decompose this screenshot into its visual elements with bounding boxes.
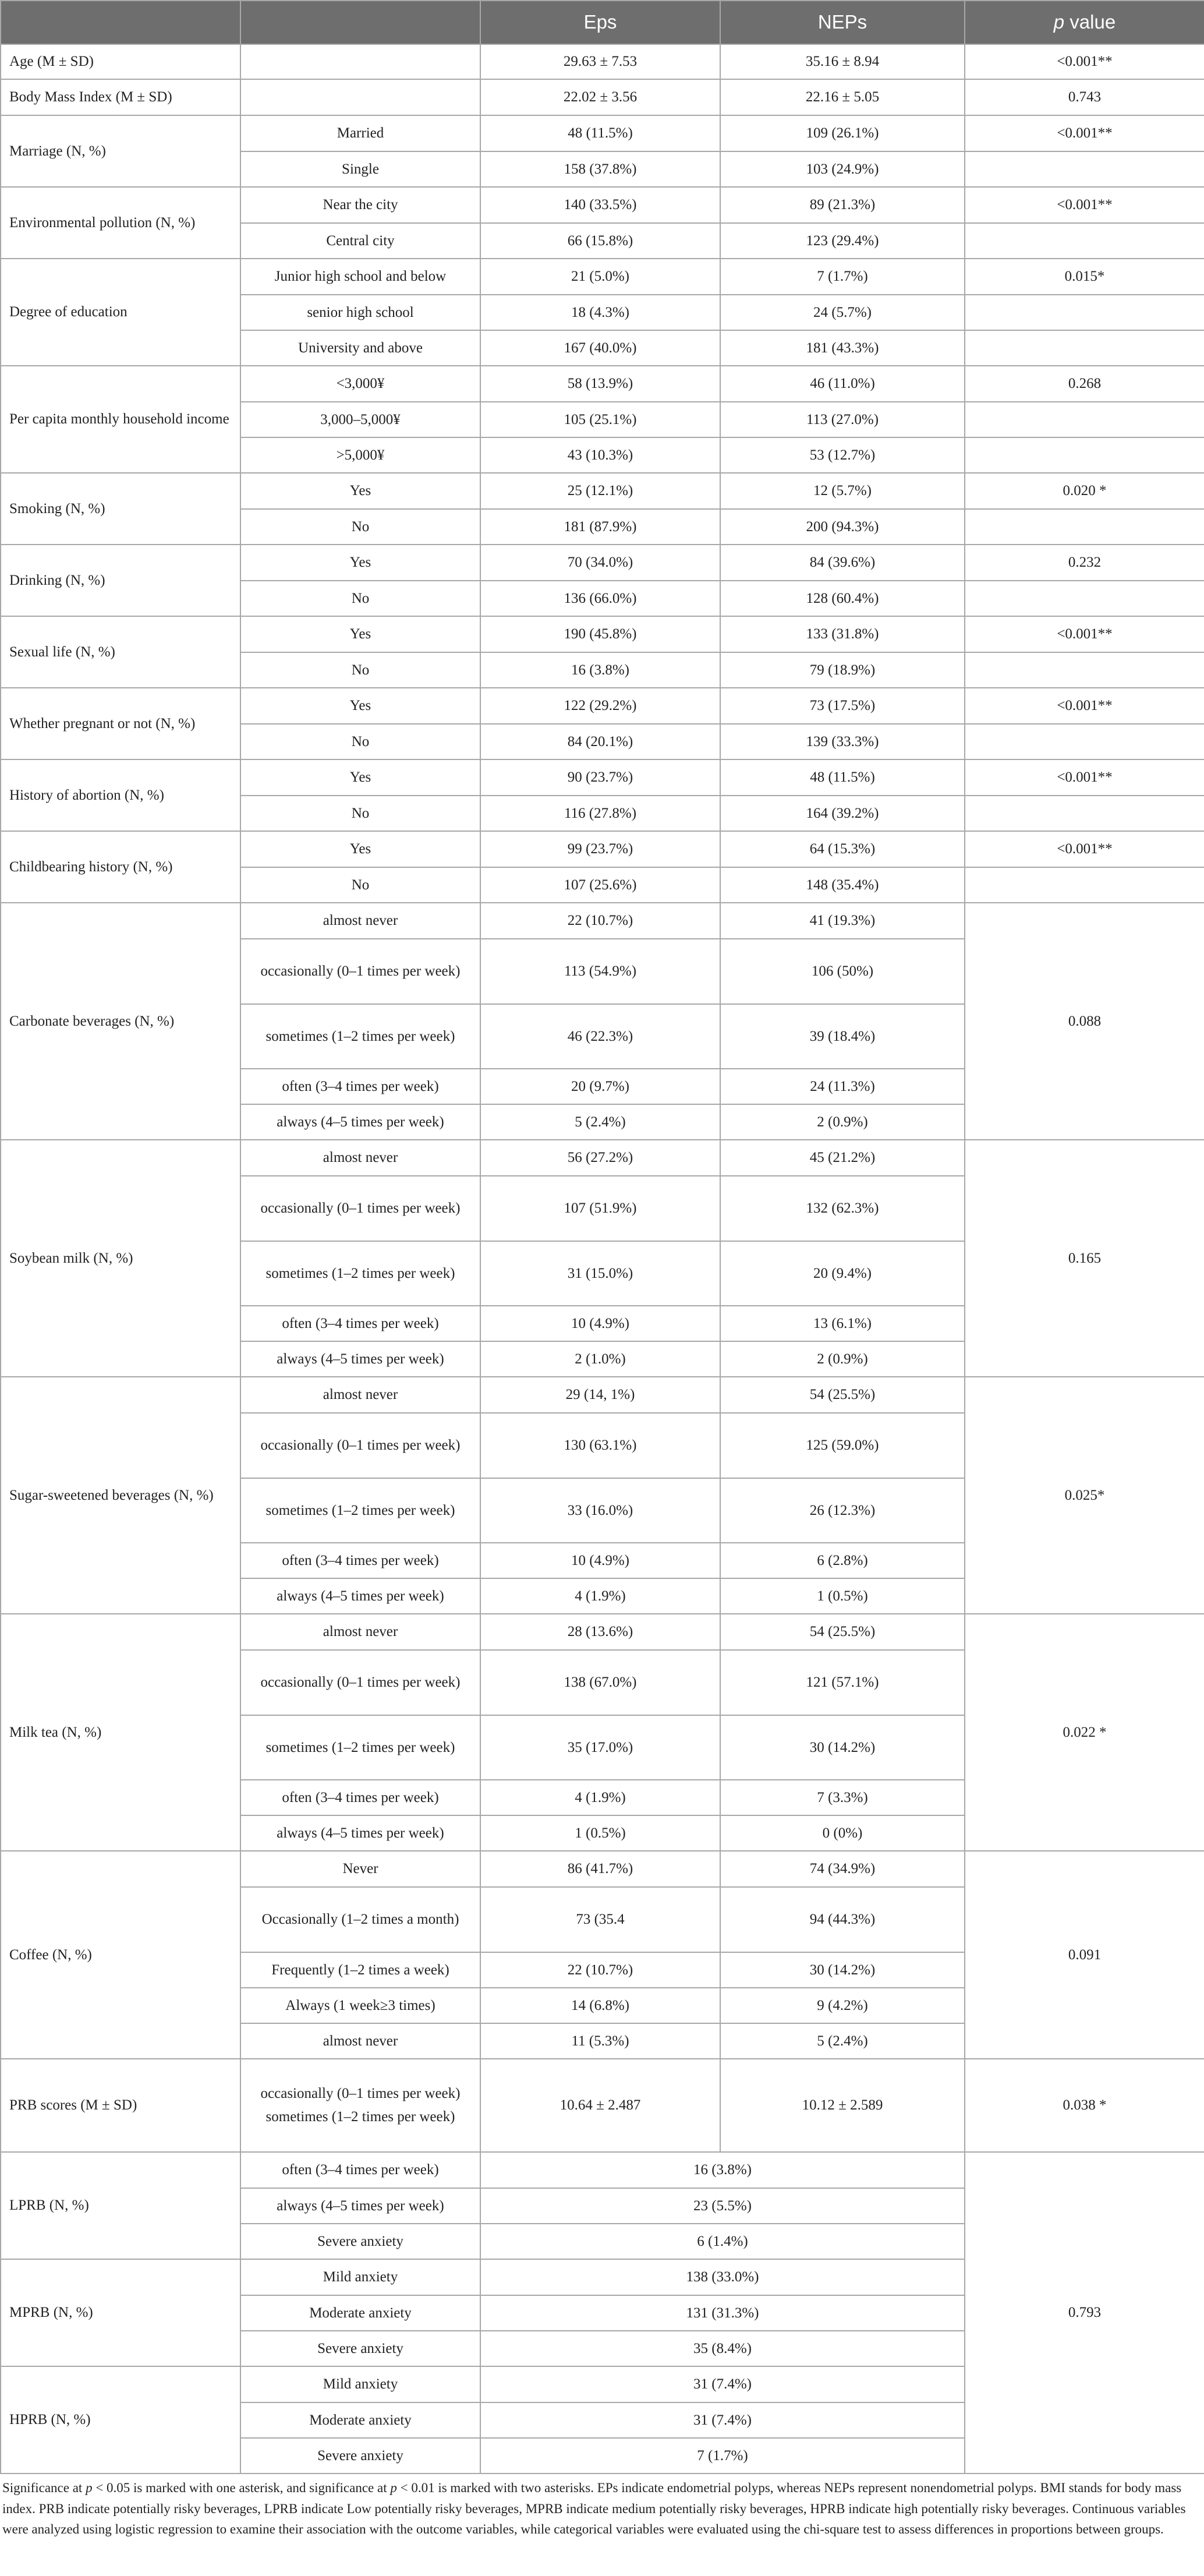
neps-value: 6 (2.8%) [720, 1543, 965, 1578]
category-cell: Occasionally (1–2 times a month) [240, 1887, 480, 1952]
neps-value: 41 (19.3%) [720, 903, 965, 939]
eps-value: 116 (27.8%) [480, 796, 720, 831]
table-row [1, 545, 1204, 581]
p-value: <0.001** [965, 115, 1204, 151]
table-row [1, 1377, 1204, 1413]
table-row [1, 759, 1204, 796]
neps-value: 106 (50%) [720, 939, 965, 1004]
p-value: 0.793 [965, 2152, 1204, 2473]
category-cell: Mild anxiety [240, 2366, 480, 2402]
category-cell: almost never [240, 1377, 480, 1413]
p-value: 0.020 * [965, 473, 1204, 509]
eps-value: 21 (5.0%) [480, 259, 720, 295]
table-footnote: Significance at p < 0.05 is marked with one asterisk, and significance at p < 0.01 is marked with two asterisks. EPs indicate endometrial polyps, whereas NEPs represent nonendometrial polyps. BMI stands for body mass index. PRB indicate potentially risky beverages, LPRB indicate Low potentially risky beverages, MPRB indicate medium potentially risky beverages, HPRB indicate high potentially risky beverages. Continuous variables were analyzed using logistic regression to examine their association with the outcome variables, while categorical variables were evaluated using the chi-square test to assess differences in proportions between groups. [2, 2480, 1186, 2537]
category-cell: <3,000¥ [240, 366, 480, 402]
category-cell: >5,000¥ [240, 437, 480, 473]
category-cell: sometimes (1–2 times per week) [240, 1004, 480, 1069]
category-cell: always (4–5 times per week) [240, 1578, 480, 1614]
table-row [1, 2152, 1204, 2188]
eps-value: 99 (23.7%) [480, 831, 720, 867]
eps-value: 122 (29.2%) [480, 688, 720, 724]
eps-value: 66 (15.8%) [480, 223, 720, 259]
variable-label: HPRB (N, %) [1, 2366, 240, 2473]
p-value: 0.025* [965, 1377, 1204, 1614]
category-cell: Married [240, 115, 480, 151]
eps-value: 167 (40.0%) [480, 330, 720, 366]
eps-value: 107 (25.6%) [480, 867, 720, 903]
p-value: <0.001** [965, 616, 1204, 652]
variable-label: MPRB (N, %) [1, 2259, 240, 2366]
category-cell: occasionally (0–1 times per week) [240, 1650, 480, 1715]
variable-label: Marriage (N, %) [1, 115, 240, 187]
combined-value: 35 (8.4%) [480, 2331, 965, 2366]
p-value [965, 724, 1204, 759]
category-cell: often (3–4 times per week) [240, 1069, 480, 1104]
combined-value: 131 (31.3%) [480, 2295, 965, 2331]
p-value: 0.038 * [965, 2059, 1204, 2152]
category-cell: 3,000–5,000¥ [240, 402, 480, 437]
header-category [240, 1, 480, 44]
p-value [965, 402, 1204, 437]
neps-value: 22.16 ± 5.05 [720, 79, 965, 115]
eps-value: 1 (0.5%) [480, 1815, 720, 1851]
eps-value: 2 (1.0%) [480, 1341, 720, 1377]
p-value: 0.015* [965, 259, 1204, 295]
table-row [1, 1140, 1204, 1176]
category-cell: occasionally (0–1 times per week) [240, 1176, 480, 1241]
variable-label: Milk tea (N, %) [1, 1614, 240, 1851]
table-row [1, 79, 1204, 115]
category-cell: Central city [240, 223, 480, 259]
p-value [965, 295, 1204, 330]
neps-value: 24 (5.7%) [720, 295, 965, 330]
neps-value: 181 (43.3%) [720, 330, 965, 366]
p-value: <0.001** [965, 831, 1204, 867]
category-cell: occasionally (0–1 times per week) sometimes (1–2 times per week) [240, 2059, 480, 2152]
variable-label: Age (M ± SD) [1, 44, 240, 79]
eps-value: 4 (1.9%) [480, 1578, 720, 1614]
p-value: <0.001** [965, 187, 1204, 223]
eps-value: 107 (51.9%) [480, 1176, 720, 1241]
category-cell: often (3–4 times per week) [240, 2152, 480, 2188]
category-cell: Yes [240, 831, 480, 867]
neps-value: 10.12 ± 2.589 [720, 2059, 965, 2152]
neps-value: 53 (12.7%) [720, 437, 965, 473]
category-cell: senior high school [240, 295, 480, 330]
eps-value: 28 (13.6%) [480, 1614, 720, 1650]
table-row [1, 44, 1204, 79]
category-cell: almost never [240, 2023, 480, 2059]
neps-value: 5 (2.4%) [720, 2023, 965, 2059]
table-row [1, 187, 1204, 223]
neps-value: 54 (25.5%) [720, 1377, 965, 1413]
neps-value: 200 (94.3%) [720, 509, 965, 545]
neps-value: 64 (15.3%) [720, 831, 965, 867]
combined-value: 31 (7.4%) [480, 2402, 965, 2438]
eps-value: 11 (5.3%) [480, 2023, 720, 2059]
neps-value: 109 (26.1%) [720, 115, 965, 151]
category-cell: Yes [240, 616, 480, 652]
variable-label: Degree of education [1, 259, 240, 366]
combined-value: 16 (3.8%) [480, 2152, 965, 2188]
neps-value: 164 (39.2%) [720, 796, 965, 831]
neps-value: 1 (0.5%) [720, 1578, 965, 1614]
category-cell: No [240, 652, 480, 688]
eps-value: 31 (15.0%) [480, 1241, 720, 1306]
eps-value: 10 (4.9%) [480, 1306, 720, 1341]
eps-value: 46 (22.3%) [480, 1004, 720, 1069]
eps-value: 90 (23.7%) [480, 759, 720, 796]
eps-value: 140 (33.5%) [480, 187, 720, 223]
category-cell: Near the city [240, 187, 480, 223]
neps-value: 94 (44.3%) [720, 1887, 965, 1952]
neps-value: 132 (62.3%) [720, 1176, 965, 1241]
category-cell: No [240, 724, 480, 759]
p-value [965, 151, 1204, 187]
eps-value: 73 (35.4 [480, 1887, 720, 1952]
eps-value: 190 (45.8%) [480, 616, 720, 652]
neps-value: 46 (11.0%) [720, 366, 965, 402]
neps-value: 139 (33.3%) [720, 724, 965, 759]
eps-value: 29 (14, 1%) [480, 1377, 720, 1413]
eps-value: 136 (66.0%) [480, 581, 720, 616]
variable-label: Sexual life (N, %) [1, 616, 240, 688]
variable-label: Per capita monthly household income [1, 366, 240, 473]
table-row [1, 616, 1204, 652]
neps-value: 54 (25.5%) [720, 1614, 965, 1650]
category-cell: occasionally (0–1 times per week) [240, 939, 480, 1004]
neps-value: 121 (57.1%) [720, 1650, 965, 1715]
category-cell: often (3–4 times per week) [240, 1780, 480, 1815]
table-row [1, 903, 1204, 939]
neps-value: 73 (17.5%) [720, 688, 965, 724]
category-cell: Yes [240, 759, 480, 796]
category-cell: sometimes (1–2 times per week) [240, 1241, 480, 1306]
neps-value: 2 (0.9%) [720, 1341, 965, 1377]
p-value: 0.268 [965, 366, 1204, 402]
category-cell [240, 44, 480, 79]
category-cell: Yes [240, 688, 480, 724]
category-cell: almost never [240, 1140, 480, 1176]
p-value: 0.232 [965, 545, 1204, 581]
eps-value: 105 (25.1%) [480, 402, 720, 437]
p-value: 0.091 [965, 1851, 1204, 2059]
table-row [1, 366, 1204, 402]
header-variable [1, 1, 240, 44]
table-row [1, 2059, 1204, 2152]
category-cell: Never [240, 1851, 480, 1887]
category-cell: University and above [240, 330, 480, 366]
eps-value: 25 (12.1%) [480, 473, 720, 509]
category-cell: occasionally (0–1 times per week) [240, 1413, 480, 1478]
category-cell: almost never [240, 1614, 480, 1650]
neps-value: 79 (18.9%) [720, 652, 965, 688]
combined-value: 7 (1.7%) [480, 2438, 965, 2473]
neps-value: 133 (31.8%) [720, 616, 965, 652]
neps-value: 123 (29.4%) [720, 223, 965, 259]
eps-value: 20 (9.7%) [480, 1069, 720, 1104]
p-value [965, 509, 1204, 545]
eps-value: 58 (13.9%) [480, 366, 720, 402]
category-cell: Single [240, 151, 480, 187]
category-cell: No [240, 796, 480, 831]
p-value: 0.088 [965, 903, 1204, 1140]
neps-value: 7 (3.3%) [720, 1780, 965, 1815]
eps-value: 86 (41.7%) [480, 1851, 720, 1887]
p-value: 0.743 [965, 79, 1204, 115]
variable-label: Drinking (N, %) [1, 545, 240, 616]
category-cell: sometimes (1–2 times per week) [240, 1478, 480, 1543]
category-cell: Mild anxiety [240, 2259, 480, 2295]
neps-value: 12 (5.7%) [720, 473, 965, 509]
variable-label: History of abortion (N, %) [1, 759, 240, 831]
variable-label: Whether pregnant or not (N, %) [1, 688, 240, 759]
p-value: <0.001** [965, 44, 1204, 79]
variable-label: Coffee (N, %) [1, 1851, 240, 2059]
neps-value: 9 (4.2%) [720, 1988, 965, 2023]
neps-value: 89 (21.3%) [720, 187, 965, 223]
neps-value: 30 (14.2%) [720, 1715, 965, 1780]
neps-value: 45 (21.2%) [720, 1140, 965, 1176]
neps-value: 128 (60.4%) [720, 581, 965, 616]
eps-value: 29.63 ± 7.53 [480, 44, 720, 79]
category-cell: almost never [240, 903, 480, 939]
category-cell: Moderate anxiety [240, 2295, 480, 2331]
variable-label: Environmental pollution (N, %) [1, 187, 240, 259]
variable-label: Smoking (N, %) [1, 473, 240, 545]
variable-label: Sugar-sweetened beverages (N, %) [1, 1377, 240, 1614]
category-cell: No [240, 581, 480, 616]
category-cell: Severe anxiety [240, 2331, 480, 2366]
eps-value: 181 (87.9%) [480, 509, 720, 545]
neps-value: 148 (35.4%) [720, 867, 965, 903]
variable-label: Soybean milk (N, %) [1, 1140, 240, 1377]
p-value: <0.001** [965, 759, 1204, 796]
neps-value: 48 (11.5%) [720, 759, 965, 796]
table-row [1, 259, 1204, 295]
category-cell: Moderate anxiety [240, 2402, 480, 2438]
category-cell: often (3–4 times per week) [240, 1306, 480, 1341]
combined-value: 6 (1.4%) [480, 2224, 965, 2259]
category-cell: always (4–5 times per week) [240, 1104, 480, 1140]
category-cell: always (4–5 times per week) [240, 2188, 480, 2224]
p-value [965, 330, 1204, 366]
category-cell: Junior high school and below [240, 259, 480, 295]
eps-value: 5 (2.4%) [480, 1104, 720, 1140]
variable-label: Carbonate beverages (N, %) [1, 903, 240, 1140]
table-row [1, 115, 1204, 151]
neps-value: 125 (59.0%) [720, 1413, 965, 1478]
neps-value: 113 (27.0%) [720, 402, 965, 437]
neps-value: 2 (0.9%) [720, 1104, 965, 1140]
neps-value: 20 (9.4%) [720, 1241, 965, 1306]
eps-value: 56 (27.2%) [480, 1140, 720, 1176]
category-cell: sometimes (1–2 times per week) [240, 1715, 480, 1780]
neps-value: 74 (34.9%) [720, 1851, 965, 1887]
p-value [965, 437, 1204, 473]
variable-label: LPRB (N, %) [1, 2152, 240, 2259]
neps-value: 39 (18.4%) [720, 1004, 965, 1069]
category-cell: often (3–4 times per week) [240, 1543, 480, 1578]
p-value: 0.165 [965, 1140, 1204, 1377]
table-header-row [1, 1, 1204, 44]
p-value [965, 581, 1204, 616]
p-value [965, 652, 1204, 688]
p-value [965, 867, 1204, 903]
eps-value: 18 (4.3%) [480, 295, 720, 330]
neps-value: 7 (1.7%) [720, 259, 965, 295]
neps-value: 24 (11.3%) [720, 1069, 965, 1104]
eps-value: 4 (1.9%) [480, 1780, 720, 1815]
category-cell: always (4–5 times per week) [240, 1815, 480, 1851]
neps-value: 35.16 ± 8.94 [720, 44, 965, 79]
eps-value: 22.02 ± 3.56 [480, 79, 720, 115]
p-value: <0.001** [965, 688, 1204, 724]
eps-value: 113 (54.9%) [480, 939, 720, 1004]
eps-value: 14 (6.8%) [480, 1988, 720, 2023]
eps-value: 22 (10.7%) [480, 1952, 720, 1988]
eps-value: 48 (11.5%) [480, 115, 720, 151]
category-cell: Yes [240, 545, 480, 581]
eps-value: 84 (20.1%) [480, 724, 720, 759]
eps-value: 16 (3.8%) [480, 652, 720, 688]
combined-value: 138 (33.0%) [480, 2259, 965, 2295]
p-value [965, 223, 1204, 259]
neps-value: 26 (12.3%) [720, 1478, 965, 1543]
eps-value: 43 (10.3%) [480, 437, 720, 473]
neps-value: 103 (24.9%) [720, 151, 965, 187]
neps-value: 0 (0%) [720, 1815, 965, 1851]
p-value: 0.022 * [965, 1614, 1204, 1851]
category-cell: Always (1 week≥3 times) [240, 1988, 480, 2023]
table-row [1, 1851, 1204, 1887]
table-row [1, 688, 1204, 724]
category-cell: Severe anxiety [240, 2224, 480, 2259]
category-cell: Yes [240, 473, 480, 509]
eps-value: 35 (17.0%) [480, 1715, 720, 1780]
eps-value: 10.64 ± 2.487 [480, 2059, 720, 2152]
category-cell: Frequently (1–2 times a week) [240, 1952, 480, 1988]
neps-value: 13 (6.1%) [720, 1306, 965, 1341]
variable-label: Childbearing history (N, %) [1, 831, 240, 903]
category-cell: Severe anxiety [240, 2438, 480, 2473]
eps-value: 10 (4.9%) [480, 1543, 720, 1578]
table-row [1, 1614, 1204, 1650]
variable-label: PRB scores (M ± SD) [1, 2059, 240, 2152]
eps-value: 138 (67.0%) [480, 1650, 720, 1715]
category-cell [240, 79, 480, 115]
eps-value: 158 (37.8%) [480, 151, 720, 187]
eps-value: 33 (16.0%) [480, 1478, 720, 1543]
combined-value: 31 (7.4%) [480, 2366, 965, 2402]
eps-value: 22 (10.7%) [480, 903, 720, 939]
table-row [1, 473, 1204, 509]
variable-label: Body Mass Index (M ± SD) [1, 79, 240, 115]
header-neps: NEPs [720, 1, 965, 44]
eps-value: 70 (34.0%) [480, 545, 720, 581]
neps-value: 30 (14.2%) [720, 1952, 965, 1988]
category-cell: No [240, 509, 480, 545]
header-p-value: p value [965, 1, 1204, 44]
neps-value: 84 (39.6%) [720, 545, 965, 581]
header-eps: Eps [480, 1, 720, 44]
eps-value: 130 (63.1%) [480, 1413, 720, 1478]
table-row [1, 831, 1204, 867]
p-value [965, 796, 1204, 831]
category-cell: No [240, 867, 480, 903]
combined-value: 23 (5.5%) [480, 2188, 965, 2224]
category-cell: always (4–5 times per week) [240, 1341, 480, 1377]
